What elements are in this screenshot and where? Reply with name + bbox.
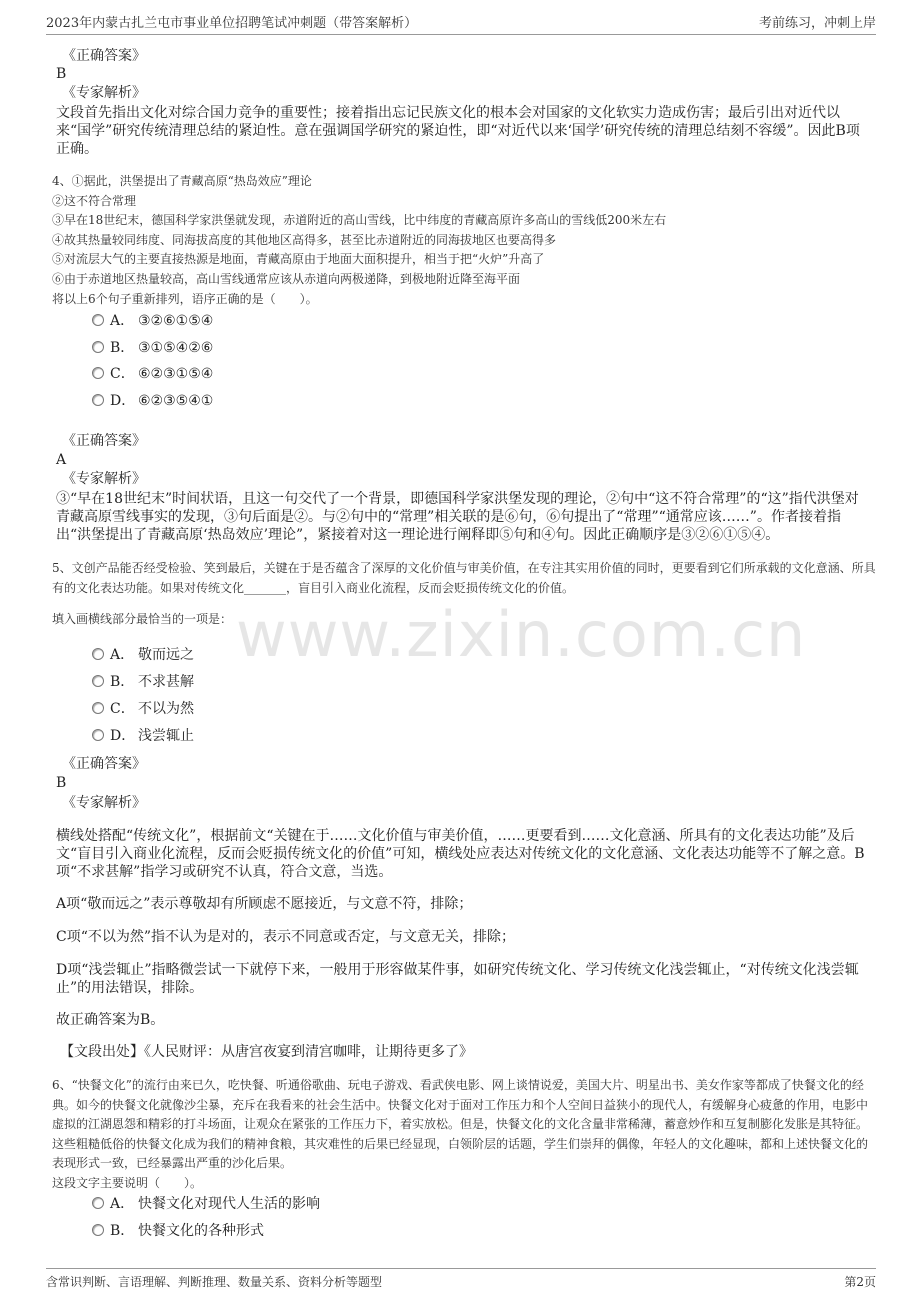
page-number: 第2页 bbox=[844, 1275, 876, 1289]
page-footer bbox=[46, 1268, 876, 1293]
q4-line: ③早在18世纪末，德国科学家洪堡就发现，赤道附近的高山雪线，比中纬度的青藏高原许多高山的雪线低200米左右 bbox=[52, 213, 667, 228]
q3-analysis: 文段首先指出文化对综合国力竞争的重要性；接着指出忘记民族文化的根本会对国家的文化软实力造成伤害；最后引出对近代以来“国学”研究传统清理总结的紧迫性。意在强调国学研究的紧迫性，即“对近代以来‘国学’研究传统的清理总结刻不容缓”。因此B项正确。 bbox=[56, 105, 860, 157]
q5-analysis-c: C项“不以为然”指不认为是对的，表示不同意或否定，与文意无关，排除； bbox=[56, 929, 516, 945]
radio-icon[interactable] bbox=[92, 314, 104, 326]
radio-icon[interactable] bbox=[92, 394, 104, 406]
q5-analysis-main: 横线处搭配“传统文化”，根据前文“关键在于……文化价值与审美价值，……更要看到……文化意涵、所具有的文化表达功能”及后文“盲目引入商业化流程，反而会贬损传统文化的价值”可知，横线处应表达对传统文化的文化意涵、文化表达功能等不了解之意。B项“不求甚解”指学习或研究不认真，符合文意，当选。 bbox=[56, 828, 865, 880]
q4-line: ⑥由于赤道地区热量较高，高山雪线通常应该从赤道向两极递降，到极地附近降至海平面 bbox=[52, 271, 521, 286]
radio-icon[interactable] bbox=[92, 1224, 104, 1236]
q5-option-b[interactable]: B． 不求甚解 bbox=[92, 672, 194, 692]
watermark: www.zixin.com.cn bbox=[236, 598, 807, 671]
q4-option-c[interactable]: C． ⑥②③①⑤④ bbox=[92, 364, 213, 384]
q4-line: 4、①据此，洪堡提出了青藏高原“热岛效应”理论 bbox=[52, 174, 312, 188]
q5-conclusion: 故正确答案为B。 bbox=[56, 1012, 165, 1028]
q5-stem: 5、文创产品能否经受检验、笑到最后，关键在于是否蕴含了深厚的文化价值与审美价值，在专注其实用价值的同时，更要看到它们所承载的文化意涵、所具有的文化表达功能。如果对传统文化_______，盲目引入商业化流程，反而会贬损传统文化的价值。 bbox=[52, 561, 876, 595]
q5-option-c[interactable]: C． 不以为然 bbox=[92, 699, 194, 719]
radio-icon[interactable] bbox=[92, 702, 104, 714]
q4-option-b[interactable]: B． ③①⑤④②⑥ bbox=[92, 338, 213, 358]
q4-option-a[interactable]: A． ③②⑥①⑤④ bbox=[92, 311, 213, 331]
q5-correct-label: 《正确答案》 bbox=[62, 756, 146, 772]
q5-source: 【文段出处】《人民财评：从唐宫夜宴到清宫咖啡，让期待更多了》 bbox=[60, 1044, 473, 1060]
q6-option-b[interactable]: B． 快餐文化的各种形式 bbox=[92, 1221, 264, 1241]
q4-line: 将以上6个句子重新排列，语序正确的是（ ）。 bbox=[52, 291, 318, 306]
q4-correct-label: 《正确答案》 bbox=[62, 433, 146, 449]
q5-prompt: 填入画横线部分最恰当的一项是： bbox=[52, 612, 233, 626]
radio-icon[interactable] bbox=[92, 729, 104, 741]
q3-analysis-label: 《专家解析》 bbox=[62, 85, 146, 101]
q4-line: ②这不符合常理 bbox=[52, 193, 137, 208]
q6-prompt: 这段文字主要说明（ ）。 bbox=[52, 1176, 203, 1190]
radio-icon[interactable] bbox=[92, 648, 104, 660]
header-title: 2023年内蒙古扎兰屯市事业单位招聘笔试冲刺题（带答案解析） bbox=[46, 16, 418, 31]
q6-option-a[interactable]: A． 快餐文化对现代人生活的影响 bbox=[92, 1194, 320, 1214]
q4-line: ⑤对流层大气的主要直接热源是地面，青藏高原由于地面大面积提升，相当于把“火炉”升高了 bbox=[52, 252, 545, 267]
q4-answer: A bbox=[56, 452, 67, 468]
q5-option-d[interactable]: D． 浅尝辄止 bbox=[92, 726, 194, 746]
radio-icon[interactable] bbox=[92, 675, 104, 687]
header-slogan: 考前练习，冲刺上岸 bbox=[758, 16, 876, 31]
radio-icon[interactable] bbox=[92, 367, 104, 379]
q5-option-a[interactable]: A． 敬而远之 bbox=[92, 645, 194, 665]
q5-analysis-label: 《专家解析》 bbox=[62, 795, 146, 811]
q3-correct-label: 《正确答案》 bbox=[62, 48, 146, 64]
q5-answer: B bbox=[56, 775, 67, 791]
q4-line: ④故其热量较同纬度、同海拔高度的其他地区高得多，甚至比赤道附近的同海拔地区也要高得多 bbox=[52, 232, 557, 247]
q5-analysis-a: A项“敬而远之”表示尊敬却有所顾虑不愿接近，与文意不符，排除； bbox=[56, 896, 473, 912]
page-header bbox=[46, 10, 876, 35]
q4-analysis-label: 《专家解析》 bbox=[62, 471, 146, 487]
footer-note: 含常识判断、言语理解、判断推理、数量关系、资料分析等题型 bbox=[46, 1275, 383, 1289]
q4-stem bbox=[52, 172, 877, 309]
q4-analysis: ③“早在18世纪末”时间状语，且这一句交代了一个背景，即德国科学家洪堡发现的理论，②句中“这不符合常理”的“这”指代洪堡对青藏高原雪线事实的发现，③句后面是②。与②句中的“常理”相关联的是⑥句，⑥句提出了“常理”“通常应该……”。作者接着指出“洪堡提出了青藏高原‘热岛效应’理论”，紧接着对这一理论进行阐释即⑤句和④句。因此正确顺序是③②⑥①⑤④。 bbox=[56, 491, 859, 543]
q3-answer: B bbox=[56, 66, 67, 82]
radio-icon[interactable] bbox=[92, 1197, 104, 1209]
q4-option-d[interactable]: D． ⑥②③⑤④① bbox=[92, 391, 213, 411]
q5-analysis-d: D项“浅尝辄止”指略微尝试一下就停下来，一般用于形容做某件事，如研究传统文化、学习传统文化浅尝辄止，“对传统文化浅尝辄止”的用法错误，排除。 bbox=[56, 962, 859, 996]
radio-icon[interactable] bbox=[92, 341, 104, 353]
q6-stem: 6、“快餐文化”的流行由来已久，吃快餐、听通俗歌曲、玩电子游戏、看武侠电影、网上谈情说爱，美国大片、明星出书、美女作家等都成了快餐文化的经典。如今的快餐文化就像沙尘暴，充斥在我看来的社会生活中。快餐文化对于面对工作压力和个人空间日益狭小的现代人，有缓解身心疲惫的作用，电影中虚拟的江湖恩怨和精彩的打斗场面，让观众在紧张的工作压力下，着实放松。但是，快餐文化的文化含量非常稀薄，蓄意炒作和互复制膨化发胀是其特征。这些粗糙低俗的快餐文化成为我们的精神食粮，其灾难性的后果已经显现，白领阶层的话题，学生们崇拜的偶像，年轻人的文化趣味，都和上述快餐文化的表现形式一致，已经暴露出严重的沙化后果。 bbox=[52, 1078, 869, 1171]
